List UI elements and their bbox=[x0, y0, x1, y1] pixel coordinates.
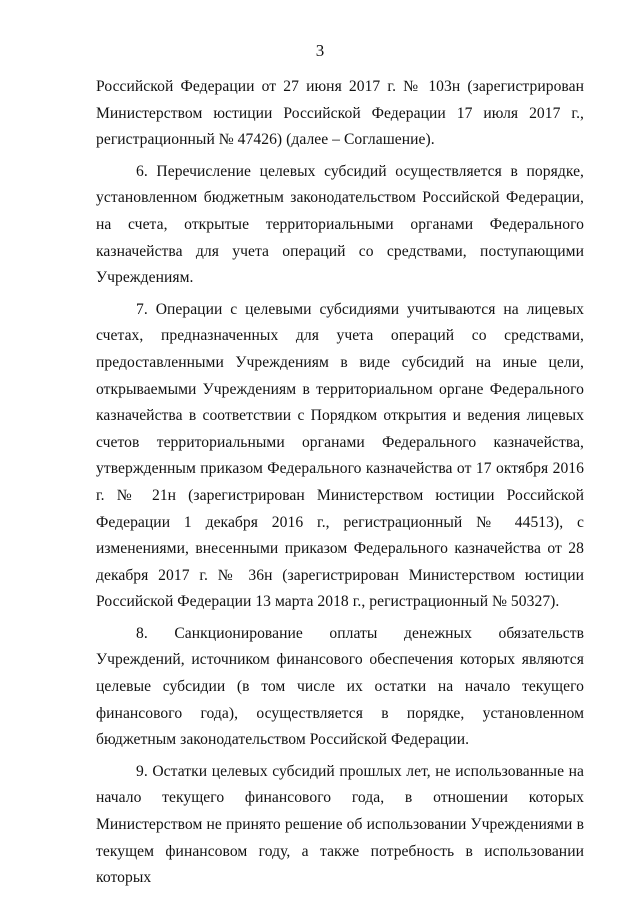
paragraph-item-9: 9. Остатки целевых субсидий прошлых лет, не использованные на начало текущего финансового года, в отношении которых Министерством не принято решение об использовании Учреждениями в текущем финансовом году, а также потребность в использовании которых bbox=[96, 762, 584, 887]
paragraph-continuation: Российской Федерации от 27 июня 2017 г. № 103н (зарегистрирован Министерством юстиции Российской Федерации 17 июля 2017 г., регистрационный № 47426) (далее – Соглашение). bbox=[96, 78, 584, 149]
page-number: 3 bbox=[315, 41, 325, 60]
paragraph-item-7: 7. Операции с целевыми субсидиями учитываются на лицевых счетах, предназначенных для учета операций со средствами, предоставленными Учреждениям в виде субсидий на иные цели, открываемыми Учреждениям в территориальном органе Федерального казначейства в соответствии с Порядком открытия и ведения лицевых счетов территориальными органами Федерального казначейства, утвержденным приказом Федерального казначейства от 17 октября 2016 г. № 21н (зарегистрирован Министерством юстиции Российской Федерации 1 декабря 2016 г., регистрационный № 44513), с изменениями, внесенными приказом Федерального казначейства от 28 декабря 2017 г. № 36н (зарегистрирован Министерством юстиции Российской Федерации 13 марта 2018 г., регистрационный № 50327). bbox=[96, 300, 584, 611]
paragraph-item-6: 6. Перечисление целевых субсидий осуществляется в порядке, установленном бюджетным законодательством Российской Федерации, на счета, открытые территориальными органами Федерального казначейства для учета операций со средствами, поступающими Учреждениям. bbox=[96, 162, 584, 287]
document-body bbox=[96, 74, 584, 892]
paragraph-item-8: 8. Санкционирование оплаты денежных обязательств Учреждений, источником финансового обеспечения которых являются целевые субсидии (в том числе их остатки на начало текущего финансового года), осуществляется в порядке, установленном бюджетным законодательством Российской Федерации. bbox=[96, 624, 584, 749]
